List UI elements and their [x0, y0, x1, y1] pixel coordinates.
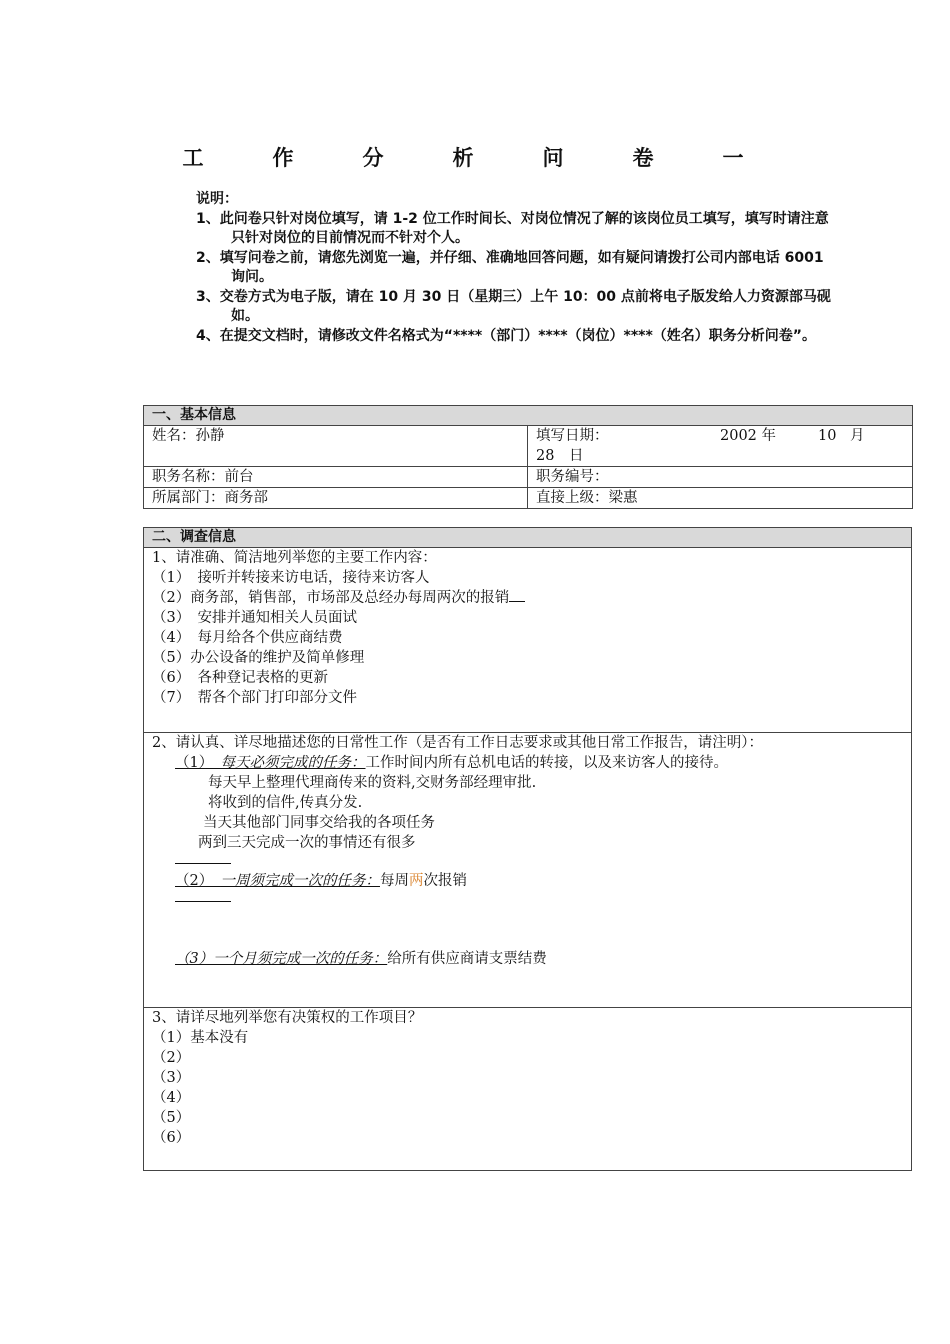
- instruction-item: 4、在提交文档时，请修改文件名格式为“****（部门）****（岗位）****（姓名）职务分析问卷”。: [196, 328, 816, 344]
- basic-info-table: [143, 405, 913, 509]
- fill-date-month: 10: [818, 428, 837, 444]
- question-2: 2、请认真、详尽地描述您的日常性工作（是否有工作日志要求或其他日常工作报告，请注明）：: [152, 735, 763, 751]
- name-field[interactable]: 姓名：孙静: [144, 426, 528, 467]
- monthly-label: （3）一个月须完成一次的任务：: [175, 951, 388, 967]
- blank-line-row: [152, 891, 903, 909]
- daily-tasks-line: [152, 753, 903, 773]
- question-1: 1、请准确、简洁地列举您的主要工作内容：: [152, 550, 437, 566]
- fill-date-month-label: 月: [850, 428, 865, 444]
- question-1-cell[interactable]: [144, 548, 912, 733]
- answer-item: （1） 接听并转接来访电话，接待来访客人: [152, 570, 430, 586]
- answer-item: （2）商务部，销售部，市场部及总经办每周两次的报销: [152, 588, 903, 608]
- daily-label: 每天必须完成的任务：: [220, 755, 366, 771]
- weekly-text-a: 每周: [379, 873, 409, 889]
- job-number-field[interactable]: 职务编号：: [528, 467, 913, 488]
- weekly-text-b: 两: [408, 873, 424, 889]
- answer-item: （2）: [152, 1050, 191, 1066]
- answer-item: （6） 各种登记表格的更新: [152, 670, 328, 686]
- fill-date-day: 28 日: [536, 448, 584, 464]
- daily-task-item: 两到三天完成一次的事情还有很多: [198, 835, 416, 851]
- instructions-header: 说明：: [196, 191, 238, 207]
- daily-task-item: 每天早上整理代理商传来的资料,交财务部经理审批.: [208, 775, 537, 791]
- monthly-tasks-line: [152, 949, 903, 969]
- department-field[interactable]: 所属部门：商务部: [144, 488, 528, 509]
- weekly-tasks-line: [152, 871, 903, 891]
- answer-item: （1）基本没有: [152, 1030, 249, 1046]
- question-3-cell[interactable]: [144, 1008, 912, 1171]
- underline-blank: [175, 900, 231, 902]
- basic-info-header: 一、基本信息: [144, 406, 913, 426]
- weekly-text-c: 次报销: [423, 873, 467, 889]
- instructions: [196, 190, 836, 347]
- underline-blank: [175, 862, 231, 864]
- daily-prefix: （1）: [175, 755, 206, 771]
- answer-item: （7） 帮各个部门打印部分文件: [152, 690, 357, 706]
- survey-table: [143, 527, 912, 1171]
- answer-item: （5）办公设备的维护及简单修理: [152, 650, 365, 666]
- daily-task-item: 将收到的信件,传真分发.: [208, 795, 363, 811]
- answer-item: （4）: [152, 1090, 191, 1106]
- answer-item: （6）: [152, 1130, 191, 1146]
- job-title-field[interactable]: 职务名称：前台: [144, 467, 528, 488]
- instruction-item: 2、填写问卷之前，请您先浏览一遍，并仔细、准确地回答问题，如有疑问请拨打公司内部电话 6001 询问。: [196, 250, 824, 285]
- instruction-item: 1、此问卷只针对岗位填写，请 1-2 位工作时间长、对岗位情况了解的该岗位员工填写，填写时请注意只针对岗位的目前情况而不针对个人。: [196, 211, 829, 246]
- weekly-prefix: （2）: [175, 873, 206, 889]
- question-3: 3、请详尽地列举您有决策权的工作项目？: [152, 1010, 423, 1026]
- survey-header: 二、调查信息: [144, 528, 912, 548]
- answer-item: （5）: [152, 1110, 191, 1126]
- daily-text: 工作时间内所有总机电话的转接，以及来访客人的接待。: [365, 755, 728, 771]
- weekly-label: 一周须完成一次的任务：: [220, 873, 380, 889]
- fill-date-label: 填写日期：: [536, 428, 609, 444]
- instruction-item: 3、交卷方式为电子版，请在 10 月 30 日（星期三）上午 10：00 点前将电子版发给人力资源部马砚如。: [196, 289, 831, 324]
- blank-line-row: [152, 853, 903, 871]
- supervisor-field[interactable]: 直接上级：梁惠: [528, 488, 913, 509]
- answer-item: （3） 安排并通知相关人员面试: [152, 610, 357, 626]
- fill-date-field[interactable]: [528, 426, 913, 467]
- answer-item: （4） 每月给各个供应商结费: [152, 630, 343, 646]
- question-2-cell[interactable]: [144, 733, 912, 1008]
- page-title: 工 作 分 析 问 卷 一: [182, 146, 768, 170]
- daily-task-item: 当天其他部门同事交给我的各项任务: [203, 815, 435, 831]
- underline-blank: [509, 600, 525, 602]
- answer-item: （3）: [152, 1070, 191, 1086]
- monthly-text: 给所有供应商请支票结费: [387, 951, 547, 967]
- fill-date-year: 2002 年: [720, 428, 777, 444]
